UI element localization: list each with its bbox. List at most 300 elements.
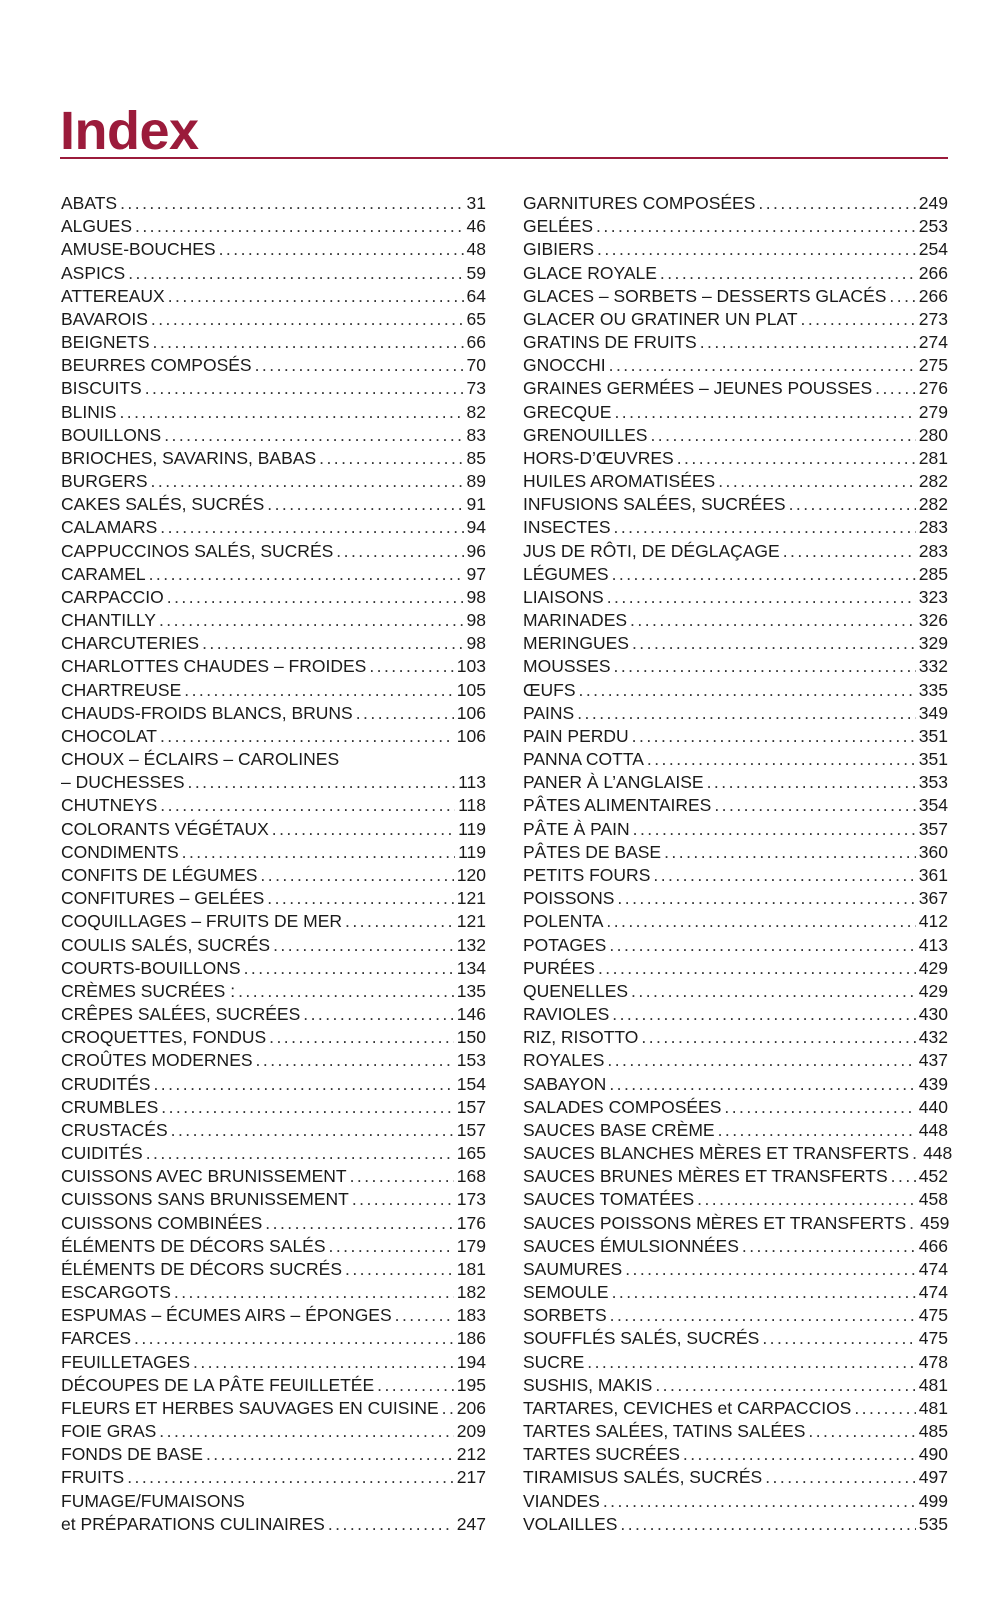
dot-leader: [630, 609, 916, 632]
index-entry-page-number: 349: [918, 702, 948, 723]
index-entry-label: BEURRES COMPOSÉS: [61, 355, 252, 376]
index-entry-page-number: 429: [918, 980, 948, 1001]
index-entry: [61, 540, 486, 563]
dot-leader: [174, 1281, 454, 1304]
index-entry: [61, 377, 486, 400]
index-entry-page-number: 89: [466, 471, 486, 492]
index-entry-label: ALGUES: [61, 216, 132, 237]
index-entry: [61, 1351, 486, 1374]
dot-leader: [164, 424, 463, 447]
index-entry-label: CROQUETTES, FONDUS: [61, 1027, 267, 1048]
index-entry-label: CHARLOTTES CHAUDES – FROIDES: [61, 656, 367, 677]
index-entry-label: GLACES – SORBETS – DESSERTS GLACÉS: [523, 285, 887, 306]
index-entry: [523, 748, 948, 771]
index-entry-label: PAINS: [523, 702, 575, 723]
index-entry-label: VOLAILLES: [523, 1513, 618, 1534]
dot-leader: [336, 540, 463, 563]
dot-leader: [714, 794, 915, 817]
index-entry-page-number: 120: [456, 864, 486, 885]
index-entry-page-number: 367: [918, 888, 948, 909]
index-entry: [61, 1096, 486, 1119]
index-entry-label: HORS-D’ŒUVRES: [523, 447, 674, 468]
index-entry-label: GRAINES GERMÉES – JEUNES POUSSES: [523, 378, 873, 399]
index-entry-page-number: 135: [456, 980, 486, 1001]
index-entry-label: CROÛTES MODERNES: [61, 1050, 253, 1071]
index-entry-page-number: 66: [466, 332, 486, 353]
index-entry: [523, 1049, 948, 1072]
dot-leader: [598, 957, 916, 980]
index-entry-page-number: 206: [456, 1397, 486, 1418]
index-entry-page-number: 335: [918, 679, 948, 700]
index-entry-page-number: 353: [918, 772, 948, 793]
index-entry: [523, 1026, 948, 1049]
dot-leader: [707, 771, 916, 794]
dot-leader: [193, 1351, 454, 1374]
index-entry-label: HUILES AROMATISÉES: [523, 471, 716, 492]
index-entry: [523, 957, 948, 980]
dot-leader: [265, 1212, 454, 1235]
index-entry: [61, 841, 486, 864]
index-entry-page-number: 64: [466, 285, 486, 306]
index-entry-page-number: 475: [918, 1328, 948, 1349]
index-entry: [61, 238, 486, 261]
index-entry-page-number: 103: [456, 656, 486, 677]
index-entry-page-number: 329: [918, 633, 948, 654]
index-entry: [523, 771, 948, 794]
dot-leader: [909, 1212, 917, 1235]
index-entry-label: CRÈMES SUCRÉES :: [61, 980, 236, 1001]
index-entry-page-number: 474: [918, 1282, 948, 1303]
index-entry-page-number: 459: [920, 1212, 950, 1233]
dot-leader: [762, 1327, 915, 1350]
index-entry-label: COULIS SALÉS, SUCRÉS: [61, 934, 271, 955]
index-entry-label: ŒUFS: [523, 679, 576, 700]
index-entry-label: TARTARES, CEVICHES et CARPACCIOS: [523, 1397, 852, 1418]
index-entry: [523, 1443, 948, 1466]
index-entry-page-number: 430: [918, 1004, 948, 1025]
index-entry-label: TIRAMISUS SALÉS, SUCRÉS: [523, 1467, 763, 1488]
index-entry-page-number: 132: [456, 934, 486, 955]
index-entry-page-number: 134: [456, 957, 486, 978]
dot-leader: [596, 215, 916, 238]
index-entry-page-number: 73: [466, 378, 486, 399]
dot-leader: [607, 586, 916, 609]
index-entry-label: CUISSONS SANS BRUNISSEMENT: [61, 1189, 349, 1210]
index-entry: [61, 632, 486, 655]
index-entry-label: PÂTES ALIMENTAIRES: [523, 795, 712, 816]
dot-leader: [614, 655, 916, 678]
index-entry-page-number: 91: [466, 494, 486, 515]
index-entry-page-number: 168: [456, 1166, 486, 1187]
index-entry-label: CALAMARS: [61, 517, 158, 538]
index-entry: [523, 563, 948, 586]
index-entry-label: SAUCES BLANCHES MÈRES ET TRANSFERTS: [523, 1143, 910, 1164]
index-entry-page-number: 59: [466, 262, 486, 283]
dot-leader: [609, 354, 916, 377]
index-entry-page-number: 119: [458, 818, 486, 839]
index-column-right: [523, 192, 953, 1536]
index-entry-page-number: 474: [918, 1258, 948, 1279]
index-entry-label: CUIDITÉS: [61, 1143, 143, 1164]
index-entry: [61, 1119, 486, 1142]
index-entry-page-number: 266: [918, 285, 948, 306]
index-entry-page-number: 97: [466, 563, 486, 584]
index-entry-label: GLACER OU GRATINER UN PLAT: [523, 308, 798, 329]
index-entry-label: SAUCES BASE CRÈME: [523, 1119, 715, 1140]
index-entry-label: BLINIS: [61, 401, 117, 422]
index-entry: [523, 238, 948, 261]
index-entry-page-number: 275: [918, 355, 948, 376]
index-entry-page-number: 182: [456, 1282, 486, 1303]
dot-leader: [724, 1096, 915, 1119]
dot-leader: [134, 1327, 454, 1350]
index-entry-label: POISSONS: [523, 888, 615, 909]
index-entry: [523, 1165, 948, 1188]
index-entry-label: BOUILLONS: [61, 424, 162, 445]
index-entry-label: PETITS FOURS: [523, 864, 651, 885]
index-entry: [523, 285, 948, 308]
index-entry: [61, 1513, 486, 1536]
dot-leader: [597, 238, 916, 261]
index-entry-label: TARTES SALÉES, TATINS SALÉES: [523, 1421, 806, 1442]
index-entry-page-number: 98: [466, 610, 486, 631]
index-entry: [523, 1281, 948, 1304]
dot-leader: [219, 238, 464, 261]
dot-leader: [369, 655, 453, 678]
dot-leader: [377, 1374, 454, 1397]
index-entry-label: RAVIOLES: [523, 1004, 610, 1025]
index-entry-label: BISCUITS: [61, 378, 142, 399]
index-entry-page-number: 535: [918, 1513, 948, 1534]
index-entry-label: GNOCCHI: [523, 355, 606, 376]
dot-leader: [606, 910, 915, 933]
dot-leader: [151, 308, 464, 331]
index-entry-label: FEUILLETAGES: [61, 1351, 191, 1372]
index-entry-label: TARTES SUCRÉES: [523, 1444, 680, 1465]
dot-leader: [159, 1420, 454, 1443]
index-entry-page-number: 96: [466, 540, 486, 561]
index-entry: [61, 679, 486, 702]
index-entry-page-number: 194: [456, 1351, 486, 1372]
index-entry-page-number: 217: [456, 1467, 486, 1488]
dot-leader: [352, 1188, 454, 1211]
index-entry-label: COQUILLAGES – FRUITS DE MER: [61, 911, 343, 932]
dot-leader: [664, 841, 916, 864]
dot-leader: [303, 1003, 454, 1026]
index-entry-label: SORBETS: [523, 1305, 607, 1326]
dot-leader: [350, 1165, 454, 1188]
index-entry-page-number: 113: [458, 772, 486, 793]
index-entry: [61, 1304, 486, 1327]
index-entry: [523, 1466, 948, 1489]
dot-leader: [783, 540, 916, 563]
index-entry-page-number: 153: [456, 1050, 486, 1071]
index-entry: [61, 1235, 486, 1258]
index-entry-page-number: 121: [456, 911, 486, 932]
index-entry: [523, 794, 948, 817]
dot-leader: [267, 887, 454, 910]
dot-leader: [718, 1119, 916, 1142]
index-entry: [523, 887, 948, 910]
index-entry-label: CARPACCIO: [61, 586, 164, 607]
index-entry: [523, 540, 948, 563]
index-entry: [61, 331, 486, 354]
index-entry: [523, 401, 948, 424]
index-entry-page-number: 458: [918, 1189, 948, 1210]
dot-leader: [765, 1466, 916, 1489]
index-entry: [523, 1420, 948, 1443]
dot-leader: [319, 447, 463, 470]
index-entry-label: CAPPUCCINOS SALÉS, SUCRÉS: [61, 540, 334, 561]
index-entry-label: GELÉES: [523, 216, 594, 237]
index-entry: [61, 609, 486, 632]
index-entry-label: PANNA COTTA: [523, 749, 644, 770]
dot-leader: [272, 818, 455, 841]
index-entry-page-number: 279: [918, 401, 948, 422]
index-entry-page-number: 485: [918, 1421, 948, 1442]
index-entry-page-number: 179: [456, 1235, 486, 1256]
index-entry-page-number: 173: [456, 1189, 486, 1210]
dot-leader: [577, 702, 916, 725]
index-entry: [61, 1212, 486, 1235]
index-entry-page-number: 150: [456, 1027, 486, 1048]
dot-leader: [632, 632, 916, 655]
index-entry-label: CAKES SALÉS, SUCRÉS: [61, 494, 265, 515]
index-entry-label: et PRÉPARATIONS CULINAIRES: [61, 1513, 325, 1534]
index-entry-page-number: 481: [918, 1374, 948, 1395]
index-entry-page-number: 351: [918, 749, 948, 770]
index-entry-label: BURGERS: [61, 471, 148, 492]
dot-leader: [758, 192, 915, 215]
index-entry: [523, 934, 948, 957]
index-entry-label: SAUCES BRUNES MÈRES ET TRANSFERTS: [523, 1166, 888, 1187]
index-entry: [523, 215, 948, 238]
index-entry: [523, 1073, 948, 1096]
index-entry: [523, 1327, 948, 1350]
page-title: Index: [60, 101, 199, 162]
index-entry-label: CRUMBLES: [61, 1096, 159, 1117]
dot-leader: [912, 1142, 920, 1165]
dot-leader: [610, 1304, 916, 1327]
dot-leader: [660, 262, 916, 285]
index-entry-label: CHARTREUSE: [61, 679, 182, 700]
index-entry: [61, 308, 486, 331]
index-entry: [523, 1258, 948, 1281]
index-entry-page-number: 70: [466, 355, 486, 376]
index-entry-label: ASPICS: [61, 262, 126, 283]
index-entry-page-number: 273: [918, 308, 948, 329]
index-entry-page-number: 274: [918, 332, 948, 353]
dot-leader: [697, 1188, 916, 1211]
index-entry: [523, 910, 948, 933]
index-entry-label: GLACE ROYALE: [523, 262, 657, 283]
index-entry-label: CARAMEL: [61, 563, 146, 584]
index-entry-page-number: 452: [918, 1166, 948, 1187]
dot-leader: [160, 794, 455, 817]
dot-leader: [625, 1258, 916, 1281]
dot-leader: [683, 1443, 916, 1466]
index-entry: [61, 748, 486, 771]
dot-leader: [206, 1443, 454, 1466]
index-entry: [61, 655, 486, 678]
dot-leader: [184, 679, 454, 702]
index-entry-label: SUSHIS, MAKIS: [523, 1374, 653, 1395]
index-entry-page-number: 157: [456, 1119, 486, 1140]
index-entry-label: SAUCES ÉMULSIONNÉES: [523, 1235, 739, 1256]
index-entry-label: SEMOULE: [523, 1282, 609, 1303]
dot-leader: [120, 192, 463, 215]
index-entry: [61, 192, 486, 215]
dot-leader: [612, 563, 916, 586]
index-entry-label: DÉCOUPES DE LA PÂTE FEUILLETÉE: [61, 1374, 375, 1395]
dot-leader: [631, 980, 916, 1003]
index-entry-page-number: 212: [456, 1444, 486, 1465]
index-entry-label: GRENOUILLES: [523, 424, 648, 445]
index-entry: [61, 771, 486, 794]
dot-leader: [395, 1304, 454, 1327]
index-entry-page-number: 195: [456, 1374, 486, 1395]
dot-leader: [267, 493, 463, 516]
index-entry: [61, 424, 486, 447]
index-entry-label: FRUITS: [61, 1467, 125, 1488]
dot-leader: [127, 1466, 454, 1489]
index-entry-label: CHOCOLAT: [61, 725, 157, 746]
index-entry-label: GRECQUE: [523, 401, 612, 422]
dot-leader: [653, 864, 915, 887]
index-entry-page-number: 186: [456, 1328, 486, 1349]
index-entry-page-number: 94: [466, 517, 486, 538]
index-entry-page-number: 209: [456, 1421, 486, 1442]
index-entry-label: ESCARGOTS: [61, 1282, 171, 1303]
index-entry-page-number: 48: [466, 239, 486, 260]
index-entry: [523, 470, 948, 493]
dot-leader: [171, 1119, 454, 1142]
index-entry-page-number: 481: [918, 1397, 948, 1418]
dot-leader: [614, 401, 915, 424]
dot-leader: [442, 1397, 454, 1420]
index-entry: [523, 586, 948, 609]
dot-leader: [609, 1073, 915, 1096]
index-entry: [61, 470, 486, 493]
index-entry: [61, 1142, 486, 1165]
index-entry-label: SOUFFLÉS SALÉS, SUCRÉS: [523, 1328, 760, 1349]
dot-leader: [587, 1351, 916, 1374]
index-entry-page-number: 497: [918, 1467, 948, 1488]
index-entry-label: PURÉES: [523, 957, 595, 978]
index-entry-page-number: 276: [918, 378, 948, 399]
index-entry-page-number: 360: [918, 841, 948, 862]
index-entry-page-number: 254: [918, 239, 948, 260]
index-entry-label: SAUCES TOMATÉES: [523, 1189, 695, 1210]
index-entry-label: PÂTES DE BASE: [523, 841, 662, 862]
dot-leader: [328, 1513, 454, 1536]
dot-leader: [145, 377, 464, 400]
index-entry-page-number: 285: [918, 563, 948, 584]
dot-leader: [633, 818, 916, 841]
index-entry-label: CHANTILLY: [61, 610, 156, 631]
index-entry: [523, 516, 948, 539]
index-entry-page-number: 98: [466, 633, 486, 654]
index-entry-label: QUENELLES: [523, 980, 629, 1001]
index-entry-label: ÉLÉMENTS DE DÉCORS SUCRÉS: [61, 1258, 343, 1279]
index-entry-label: FONDS DE BASE: [61, 1444, 203, 1465]
index-entry: [523, 262, 948, 285]
index-entry-label: AMUSE-BOUCHES: [61, 239, 216, 260]
index-entry: [523, 1212, 948, 1235]
dot-leader: [146, 1142, 454, 1165]
index-entry-page-number: 146: [456, 1004, 486, 1025]
index-entry: [61, 934, 486, 957]
index-entry: [523, 818, 948, 841]
index-entry-page-number: 121: [456, 888, 486, 909]
index-entry-page-number: 31: [466, 193, 486, 213]
index-entry-page-number: 332: [918, 656, 948, 677]
index-entry: [523, 1374, 948, 1397]
index-entry-label: CHARCUTERIES: [61, 633, 200, 654]
index-entry: [523, 725, 948, 748]
dot-leader: [718, 470, 916, 493]
dot-leader: [153, 1073, 453, 1096]
index-entry: [523, 331, 948, 354]
dot-leader: [188, 771, 456, 794]
index-entry-page-number: 354: [918, 795, 948, 816]
index-entry-page-number: 266: [918, 262, 948, 283]
dot-leader: [244, 957, 454, 980]
index-entry-label: JUS DE RÔTI, DE DÉGLAÇAGE: [523, 540, 780, 561]
index-entry-label: SAUCES POISSONS MÈRES ET TRANSFERTS: [523, 1212, 907, 1233]
index-entry: [61, 1188, 486, 1211]
index-entry: [61, 1397, 486, 1420]
index-entry: [523, 679, 948, 702]
index-entry: [523, 1513, 948, 1536]
index-entry-page-number: 119: [458, 841, 486, 862]
index-entry-label: ÉLÉMENTS DE DÉCORS SALÉS: [61, 1235, 326, 1256]
index-entry-label: COURTS-BOUILLONS: [61, 957, 241, 978]
index-entry: [523, 1142, 953, 1165]
index-entry: [61, 1165, 486, 1188]
index-entry: [61, 354, 486, 377]
index-entry-page-number: 46: [466, 216, 486, 237]
index-entry: [61, 285, 486, 308]
index-entry-label: BAVAROIS: [61, 308, 148, 329]
dot-leader: [808, 1420, 915, 1443]
dot-leader: [641, 1026, 915, 1049]
dot-leader: [151, 470, 464, 493]
index-entry-page-number: 432: [918, 1027, 948, 1048]
index-entry-label: CUISSONS AVEC BRUNISSEMENT: [61, 1166, 347, 1187]
index-entry-page-number: 478: [918, 1351, 948, 1372]
dot-leader: [875, 377, 916, 400]
index-entry: [523, 424, 948, 447]
index-entry-page-number: 448: [918, 1119, 948, 1140]
index-entry-label: MOUSSES: [523, 656, 611, 677]
index-entry-label: LIAISONS: [523, 586, 604, 607]
index-entry-page-number: 466: [918, 1235, 948, 1256]
index-entry: [523, 841, 948, 864]
index-entry: [523, 447, 948, 470]
index-entry: [61, 586, 486, 609]
index-entry: [61, 794, 486, 817]
index-entry-page-number: 282: [918, 471, 948, 492]
index-entry-page-number: 429: [918, 957, 948, 978]
dot-leader: [260, 864, 453, 887]
dot-leader: [655, 1374, 915, 1397]
dot-leader: [202, 632, 463, 655]
index-entry-page-number: 357: [918, 818, 948, 839]
index-entry-page-number: 475: [918, 1305, 948, 1326]
index-entry-page-number: 98: [466, 586, 486, 607]
index-entry-label: ABATS: [61, 193, 118, 213]
